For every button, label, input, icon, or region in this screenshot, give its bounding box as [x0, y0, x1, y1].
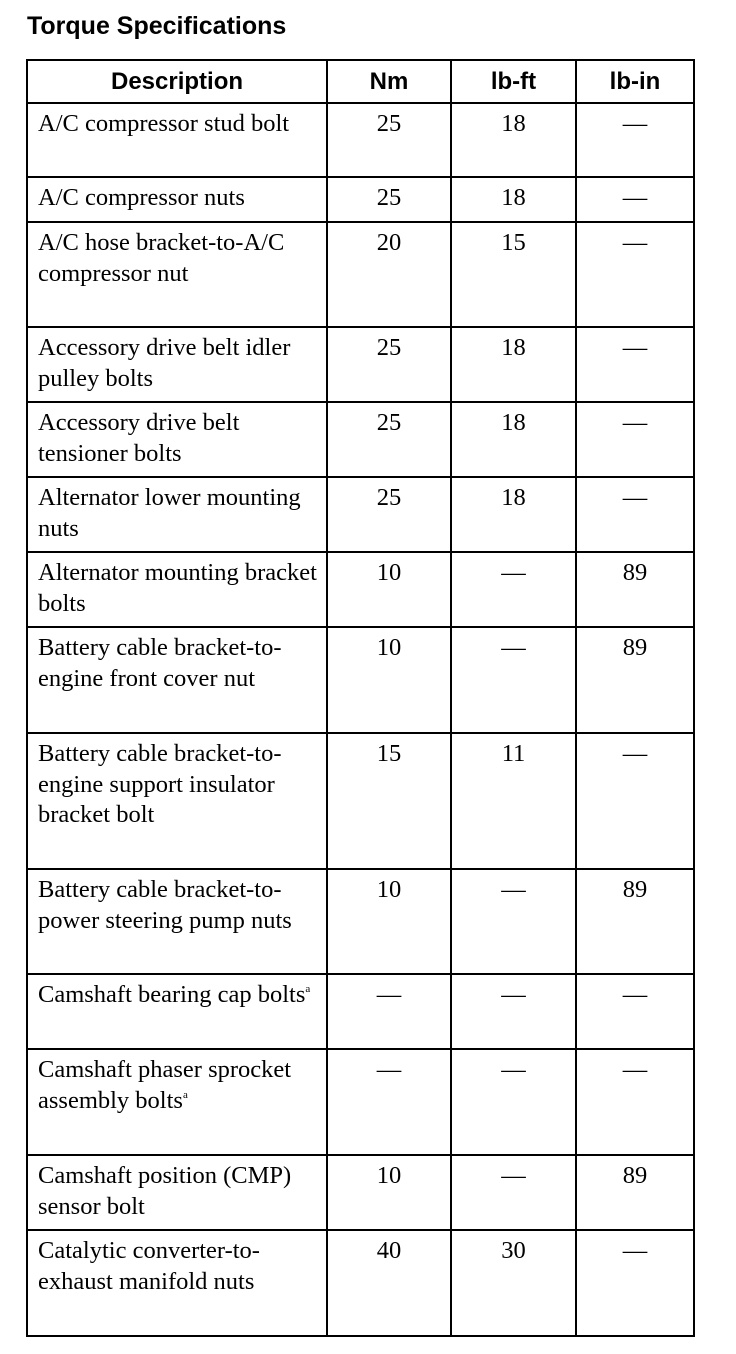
table-row: [27, 627, 694, 733]
row-description: [27, 103, 327, 177]
row-description: [27, 1155, 327, 1230]
row-lb-in: —: [576, 1049, 694, 1155]
description-text: Camshaft position (CMP) sensor bolt: [38, 1162, 292, 1220]
page-title: Torque Specifications: [27, 12, 287, 40]
row-nm: 25: [327, 402, 451, 477]
row-lb-in: —: [576, 177, 694, 222]
table-row: [27, 103, 694, 177]
row-description: [27, 974, 327, 1049]
row-lb-ft: —: [451, 1155, 576, 1230]
row-lb-ft: 18: [451, 177, 576, 222]
row-lb-in: —: [576, 402, 694, 477]
row-lb-in: 89: [576, 869, 694, 974]
row-lb-in: —: [576, 1230, 694, 1336]
row-lb-ft: —: [451, 627, 576, 733]
row-lb-ft: 18: [451, 477, 576, 552]
row-description: [27, 552, 327, 627]
footnote-marker: a: [305, 983, 311, 995]
row-lb-ft: 18: [451, 327, 576, 402]
description-text: A/C compressor stud bolt: [38, 110, 290, 137]
table-row: [27, 552, 694, 627]
row-nm: 40: [327, 1230, 451, 1336]
row-nm: 10: [327, 1155, 451, 1230]
torque-spec-table: [26, 59, 695, 1337]
footnote-marker: a: [182, 1088, 188, 1101]
row-description: [27, 222, 327, 327]
description-text: Alternator lower mounting nuts: [38, 484, 301, 542]
row-nm: 10: [327, 627, 451, 733]
description-text: Catalytic converter-to-exhaust manifold nuts: [38, 1237, 260, 1295]
row-lb-in: 89: [576, 552, 694, 627]
description-text: A/C compressor nuts: [38, 184, 245, 211]
row-lb-ft: 18: [451, 402, 576, 477]
row-description: [27, 869, 327, 974]
description-text: Alternator mounting bracket bolts: [38, 559, 317, 617]
row-lb-ft: —: [451, 552, 576, 627]
row-lb-in: —: [576, 327, 694, 402]
row-lb-in: —: [576, 103, 694, 177]
row-nm: 25: [327, 477, 451, 552]
row-description: [27, 402, 327, 477]
row-description: [27, 1049, 327, 1155]
row-lb-in: 89: [576, 1155, 694, 1230]
description-text: A/C hose bracket-to-A/C compressor nut: [38, 229, 285, 287]
description-text: Battery cable bracket-to-engine support insulator bracket bolt: [38, 740, 282, 828]
description-text: Battery cable bracket-to-engine front cover nut: [38, 634, 282, 692]
row-lb-ft: 30: [451, 1230, 576, 1336]
table-row: [27, 1049, 694, 1155]
header-lb-in: lb-in: [576, 60, 694, 103]
description-text: Camshaft phaser sprocket assembly bolts: [38, 1056, 292, 1114]
table-row: [27, 974, 694, 1049]
row-nm: 20: [327, 222, 451, 327]
row-nm: 10: [327, 869, 451, 974]
row-description: [27, 177, 327, 222]
table-row: [27, 477, 694, 552]
row-nm: —: [327, 1049, 451, 1155]
row-lb-ft: 15: [451, 222, 576, 327]
header-nm: Nm: [327, 60, 451, 103]
row-description: [27, 477, 327, 552]
row-description: [27, 627, 327, 733]
row-lb-ft: —: [451, 974, 576, 1049]
row-lb-ft: 11: [451, 733, 576, 869]
table-row: [27, 1155, 694, 1230]
table-row: [27, 177, 694, 222]
table-row: [27, 327, 694, 402]
table-row: [27, 1230, 694, 1336]
row-description: [27, 733, 327, 869]
table-row: [27, 402, 694, 477]
row-nm: 15: [327, 733, 451, 869]
header-lb-ft: lb-ft: [451, 60, 576, 103]
row-nm: 25: [327, 177, 451, 222]
row-nm: 25: [327, 327, 451, 402]
table-row: [27, 733, 694, 869]
description-text: Battery cable bracket-to-power steering pump nuts: [38, 876, 292, 934]
row-lb-ft: 18: [451, 103, 576, 177]
table-row: [27, 869, 694, 974]
row-lb-ft: —: [451, 1049, 576, 1155]
table-header-row: [27, 60, 694, 103]
table-row: [27, 222, 694, 327]
header-description: Description: [27, 60, 327, 103]
row-lb-ft: —: [451, 869, 576, 974]
row-lb-in: —: [576, 222, 694, 327]
row-nm: 10: [327, 552, 451, 627]
description-text: Camshaft bearing cap bolts: [38, 981, 306, 1008]
description-text: Accessory drive belt idler pulley bolts: [38, 334, 291, 392]
row-lb-in: 89: [576, 627, 694, 733]
row-lb-in: —: [576, 733, 694, 869]
row-description: [27, 327, 327, 402]
description-text: Accessory drive belt tensioner bolts: [38, 409, 240, 467]
row-lb-in: —: [576, 477, 694, 552]
row-nm: —: [327, 974, 451, 1049]
row-nm: 25: [327, 103, 451, 177]
row-lb-in: —: [576, 974, 694, 1049]
row-description: [27, 1230, 327, 1336]
